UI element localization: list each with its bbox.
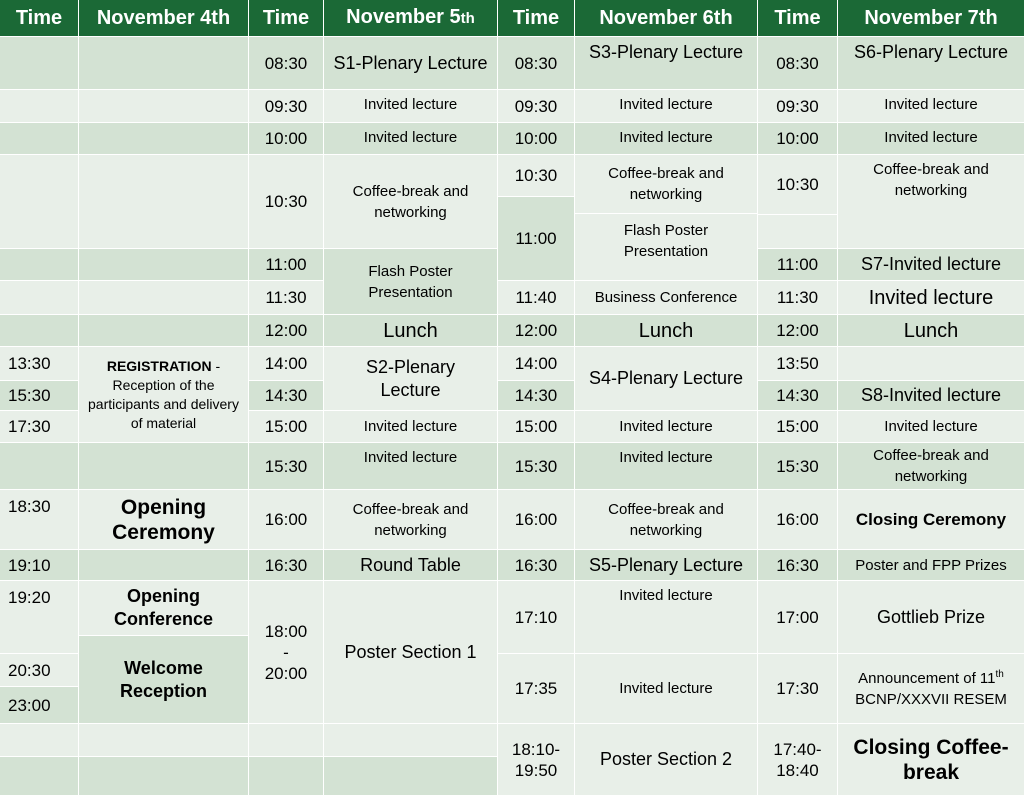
d2-time-1030 [249,155,323,248]
d2-empty-cell [249,757,323,795]
event-label: Invited lecture [884,96,978,113]
time-label: 17:30 [776,679,819,698]
d1-empty-cell [79,550,248,580]
event-label: Invited lecture [619,587,713,604]
d2-time-1500 [249,411,323,442]
d3-time-1030 [498,155,574,196]
d2-coffee-break [324,155,497,248]
d4-time-1200 [758,315,837,346]
time-label: 11:00 [515,229,557,248]
d1-empty-cell [0,155,78,248]
time-label: 10:30 [264,192,308,211]
time-label: 20:00 [264,663,308,683]
d1-time-2300 [0,687,78,723]
d4-time-1730 [758,654,837,723]
time-label: 15:30 [8,386,51,405]
d4-empty-cell [758,215,837,248]
d1-time-1730 [0,411,78,442]
time-label: 10:30 [514,166,558,185]
d4-time-1350 [758,347,837,380]
time-label: 15:00 [776,417,819,436]
time-label: 23:00 [8,695,51,715]
d1-empty-cell [79,249,248,280]
d1-empty-cell [79,281,248,314]
time-label: 19:10 [8,555,51,575]
time-label: 12:00 [776,321,819,340]
header-time-1 [0,0,78,36]
time-label: 16:30 [514,555,558,575]
event-label: S8-Invited lecture [860,385,1002,405]
d2-empty-cell [324,757,497,795]
header-day-label [346,7,475,29]
d2-s2-plenary [324,347,497,410]
d3-invited-lecture [575,443,757,489]
event-label: Invited lecture [363,449,458,466]
time-label: 17:40- [773,739,822,759]
event-label: S6-Plenary Lecture [853,42,1009,62]
time-label: 08:30 [514,53,558,73]
d4-poster-fpp-prizes [838,550,1024,580]
time-label: 16:30 [264,555,308,575]
event-label: Invited lecture [363,418,458,435]
time-label: 09:30 [776,96,819,116]
announcement-line-2: BCNP/XXXVII RESEM [855,690,1007,708]
d4-empty-cell [838,347,1024,380]
header-time-label: Time [15,6,63,29]
event-label: Poster Section 2 [599,749,733,769]
header-time-label: Time [262,6,310,29]
d2-invited-lecture [324,90,497,122]
event-label: S5-Plenary Lecture [588,554,744,575]
d4-time-1130 [758,281,837,314]
d4-invited-lecture-large [838,281,1024,314]
d2-time-1400 [249,347,323,380]
d4-time-1030 [758,155,837,214]
d4-closing-ceremony [838,490,1024,549]
d1-empty-cell [79,37,248,89]
time-label: 16:00 [514,510,558,529]
d3-flash-poster [575,214,757,280]
d1-empty-cell [79,724,248,756]
event-label: Closing Ceremony [855,510,1007,529]
d2-time-0930 [249,90,323,122]
time-label: 15:30 [264,456,308,476]
time-label: 19:50 [514,760,558,780]
d2-time-1530 [249,443,323,489]
time-label: 10:00 [264,129,308,148]
d1-time-2030 [0,654,78,686]
d4-invited-lecture [838,123,1024,154]
d2-time-1430 [249,381,323,410]
event-label: Opening Ceremony [112,495,215,544]
time-label: 10:00 [514,129,558,148]
time-label: 14:00 [264,354,308,373]
time-label: 09:30 [514,96,558,116]
d1-registration [79,347,248,442]
event-label: Coffee-break and networking [873,161,989,199]
d3-time-1140 [498,281,574,314]
event-label: Welcome Reception [119,657,207,701]
d1-opening-ceremony [79,490,248,549]
d3-invited-lecture [575,123,757,154]
d3-time-1000 [498,123,574,154]
d3-time-1100 [498,197,574,280]
d1-empty-cell [0,249,78,280]
d3-time-1810-1950 [498,724,574,795]
header-time-label: Time [774,6,821,29]
announcement-suffix: th [995,668,1004,680]
event-label: Gottlieb Prize [876,606,986,627]
time-label: 12:00 [264,321,308,340]
d2-empty-cell [249,724,323,756]
event-label: Poster and FPP Prizes [855,556,1007,574]
time-label: 08:30 [264,53,308,73]
d4-time-0830 [758,37,837,89]
d3-time-0830 [498,37,574,89]
d4-time-1630 [758,550,837,580]
time-label: 11:40 [515,288,557,307]
event-label: S1-Plenary Lecture [333,52,488,73]
header-time-4 [758,0,837,36]
time-label: 14:30 [514,386,558,405]
time-label: 10:00 [776,129,819,148]
d1-time-1920 [0,581,78,653]
d2-time-0830 [249,37,323,89]
d3-time-1500 [498,411,574,442]
event-label: Closing Coffee-break [853,735,1009,784]
d4-gottlieb-prize [838,581,1024,653]
header-november-4 [79,0,248,36]
header-november-5 [324,0,497,36]
d3-lunch [575,315,757,346]
time-label: 17:00 [776,607,819,627]
time-label: 16:00 [776,510,819,529]
header-day-text: November 5 [346,6,461,28]
time-label: 13:50 [776,354,819,373]
d4-lunch [838,315,1024,346]
event-label: S3-Plenary Lecture [588,42,744,62]
d4-invited-lecture [838,411,1024,442]
event-label: Invited lecture [619,680,713,697]
time-label: 11:30 [265,288,307,307]
d3-time-1630 [498,550,574,580]
d3-s3-plenary [575,37,757,89]
time-label: 18:40 [776,760,819,780]
event-label: Flash Poster Presentation [623,222,709,260]
d3-time-1400 [498,347,574,380]
d4-coffee-break [838,155,1024,248]
d4-invited-lecture [838,90,1024,122]
time-label: 18:30 [8,497,51,516]
header-time-label: Time [512,6,560,29]
d1-empty-cell [79,123,248,154]
time-label: 14:30 [264,386,308,405]
header-november-6 [575,0,757,36]
d1-time-1330 [0,347,78,380]
d4-s8-invited [838,381,1024,410]
d1-empty-cell [79,155,248,248]
d3-invited-lecture [575,90,757,122]
time-label: 15:30 [776,456,819,476]
d4-announcement [838,654,1024,723]
d4-time-1430 [758,381,837,410]
time-label: 13:30 [8,354,51,373]
event-label: Coffee-break and networking [352,182,469,221]
d1-time-1530 [0,381,78,410]
event-label: Invited lecture [868,286,994,309]
time-label: 18:00 [264,621,308,641]
d2-time-1000 [249,123,323,154]
d4-time-1530 [758,443,837,489]
event-label: Invited lecture [619,449,713,466]
time-label: 08:30 [776,53,819,73]
event-label: S2-Plenary Lecture [365,356,456,400]
d1-empty-cell [0,757,78,795]
event-label: Invited lecture [363,96,458,113]
d4-time-1000 [758,123,837,154]
d2-lunch [324,315,497,346]
header-day-label: November 7th [864,6,998,29]
d2-invited-lecture [324,123,497,154]
event-label: Round Table [360,554,461,575]
d2-flash-poster [324,249,497,314]
d2-s1-plenary [324,37,497,89]
d3-invited-lecture [575,411,757,442]
d4-time-0930 [758,90,837,122]
event-label: S4-Plenary Lecture [588,368,744,388]
d3-time-1530 [498,443,574,489]
d3-coffee-break [575,490,757,549]
time-label: 15:30 [514,456,558,476]
header-november-7 [838,0,1024,36]
event-label: Lunch [383,319,438,342]
d1-opening-conference [79,581,248,635]
d3-business-conference [575,281,757,314]
time-label: 20:30 [8,660,51,680]
d4-time-1700 [758,581,837,653]
d2-poster-section-1 [324,581,497,723]
d2-invited-lecture [324,443,497,489]
time-label: 15:00 [514,417,558,436]
registration-title: REGISTRATION [106,357,212,374]
d1-empty-cell [79,315,248,346]
event-label: Coffee-break and networking [608,500,724,539]
d2-round-table [324,550,497,580]
d3-poster-section-2 [575,724,757,795]
header-time-2 [249,0,323,36]
d2-invited-lecture [324,411,497,442]
d4-time-1100 [758,249,837,280]
time-label: 11:30 [776,288,819,307]
time-label: 12:00 [514,321,558,340]
d1-empty-cell [0,123,78,154]
d1-empty-cell [79,757,248,795]
event-label: Flash Poster Presentation [368,262,453,301]
d2-coffee-break [324,490,497,549]
d3-invited-lecture [575,581,757,653]
event-label: Invited lecture [884,418,978,435]
d1-time-1830 [0,490,78,549]
d1-empty-cell [0,90,78,122]
event-label: Poster Section 1 [344,641,477,662]
d3-time-1430 [498,381,574,410]
d4-coffee-break [838,443,1024,489]
d3-time-1710 [498,581,574,653]
event-label: Coffee-break and networking [352,500,469,539]
d1-empty-cell [0,315,78,346]
event-label: Invited lecture [363,129,458,146]
header-day-label: November 6th [599,6,733,29]
d2-time-1630 [249,550,323,580]
d4-s6-plenary [838,37,1024,89]
d2-time-1600 [249,490,323,549]
d4-closing-coffee-break [838,724,1024,795]
d1-empty-cell [0,37,78,89]
header-time-3 [498,0,574,36]
time-label: 18:10- [511,739,561,759]
d2-time-1800-2000 [249,581,323,723]
d2-time-1130 [249,281,323,314]
d3-invited-lecture [575,654,757,723]
time-label: 11:00 [265,255,307,274]
time-label: 14:30 [776,386,819,405]
d1-empty-cell [79,443,248,489]
d3-s5-plenary [575,550,757,580]
event-label: S7-Invited lecture [860,254,1002,274]
time-label: 17:30 [8,417,51,436]
d4-time-1600 [758,490,837,549]
d4-s7-invited [838,249,1024,280]
event-label: Coffee-break and networking [873,447,989,485]
d2-empty-cell [324,724,497,756]
d1-empty-cell [0,281,78,314]
d1-empty-cell [79,90,248,122]
d2-time-1200 [249,315,323,346]
d3-time-1600 [498,490,574,549]
time-separator: - [283,642,289,662]
event-label: Lunch [903,319,959,342]
time-label: 19:20 [8,588,51,607]
registration-description: - Reception of the participants and delivery of material [88,357,239,431]
announcement-text: Announcement of 11 [858,669,996,687]
d1-time-1910 [0,550,78,580]
d3-s4-plenary [575,347,757,410]
d1-welcome-reception [79,636,248,723]
d4-time-1500 [758,411,837,442]
event-label: Invited lecture [619,129,713,146]
event-label: Invited lecture [619,96,713,113]
time-label: 15:00 [264,417,308,436]
time-label: 09:30 [264,96,308,116]
announcement-line-1 [858,668,1004,689]
event-label: Invited lecture [884,129,978,146]
time-label: 14:00 [514,354,558,373]
d4-time-1740-1840 [758,724,837,795]
d1-empty-cell [0,443,78,489]
d3-time-1200 [498,315,574,346]
event-label: Opening Conference [113,586,214,629]
time-label: 16:30 [776,555,819,575]
event-label: Coffee-break and networking [608,165,724,203]
event-label: Lunch [638,319,694,342]
header-day-suffix: th [460,10,475,27]
time-label: 11:00 [776,255,819,274]
header-day-label: November 4th [96,6,231,29]
time-label: 17:10 [514,607,558,627]
time-label: 17:35 [514,679,558,698]
d3-time-0930 [498,90,574,122]
event-label: Business Conference [594,289,738,306]
d3-coffee-break [575,155,757,213]
time-label: 10:30 [776,175,819,194]
time-label: 16:00 [264,510,308,529]
d1-empty-cell [0,724,78,756]
d3-time-1735 [498,654,574,723]
registration-text [81,357,246,433]
event-label: Invited lecture [619,418,713,435]
d2-time-1100 [249,249,323,280]
